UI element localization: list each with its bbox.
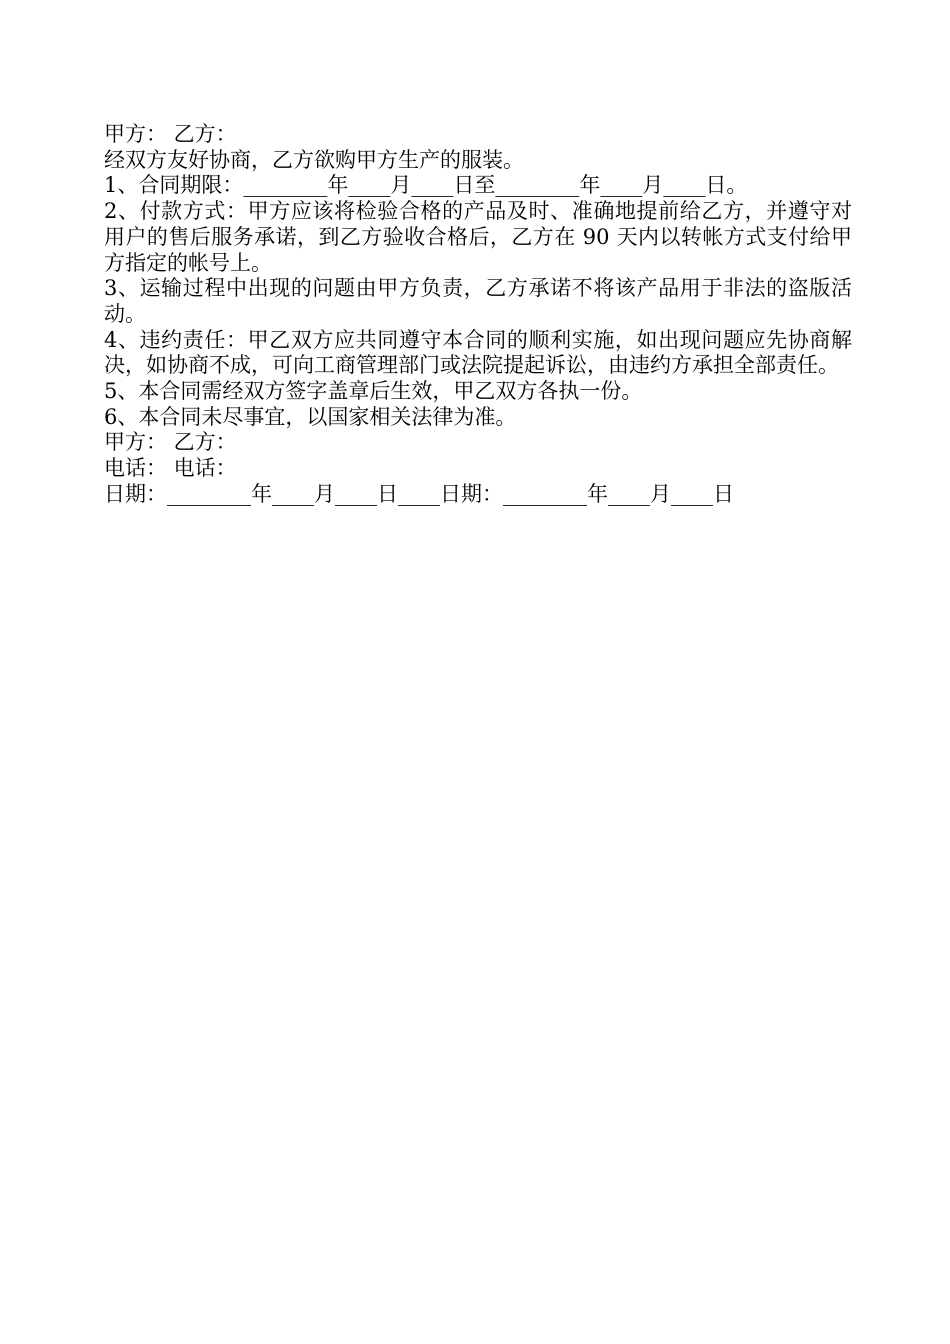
clause-breach-liability: 4、违约责任：甲乙双方应共同遵守本合同的顺利实施，如出现问题应先协商解决，如协商不成，可向工商管理部门或法院提起诉讼，由违约方承担全部责任。 [104,327,852,378]
preamble: 经双方友好协商，乙方欲购甲方生产的服装。 [104,147,524,172]
signature-dates: 日期：________年____月____日____日期：________年____月____日 [104,481,734,506]
signature-phones: 电话： 电话： [104,456,237,481]
clause-contract-term: 1、合同期限：________年____月____日至________年____月____日。 [104,173,748,198]
clause-effectiveness: 5、本合同需经双方签字盖章后生效，甲乙双方各执一份。 [104,379,643,404]
signature-parties: 甲方： 乙方： [104,430,237,455]
clause-payment-method: 2、付款方式：甲方应该将检验合格的产品及时、准确地提前给乙方，并遵守对用户的售后服务承诺，到乙方验收合格后，乙方在 90 天内以转帐方式支付给甲方指定的帐号上。 [104,199,852,275]
party-header: 甲方： 乙方： [104,122,237,146]
contract-document [104,122,852,508]
clause-miscellaneous: 6、本合同未尽事宜，以国家相关法律为准。 [104,404,517,429]
clause-transport-liability: 3、运输过程中出现的问题由甲方负责，乙方承诺不将该产品用于非法的盗版活动。 [104,276,852,326]
